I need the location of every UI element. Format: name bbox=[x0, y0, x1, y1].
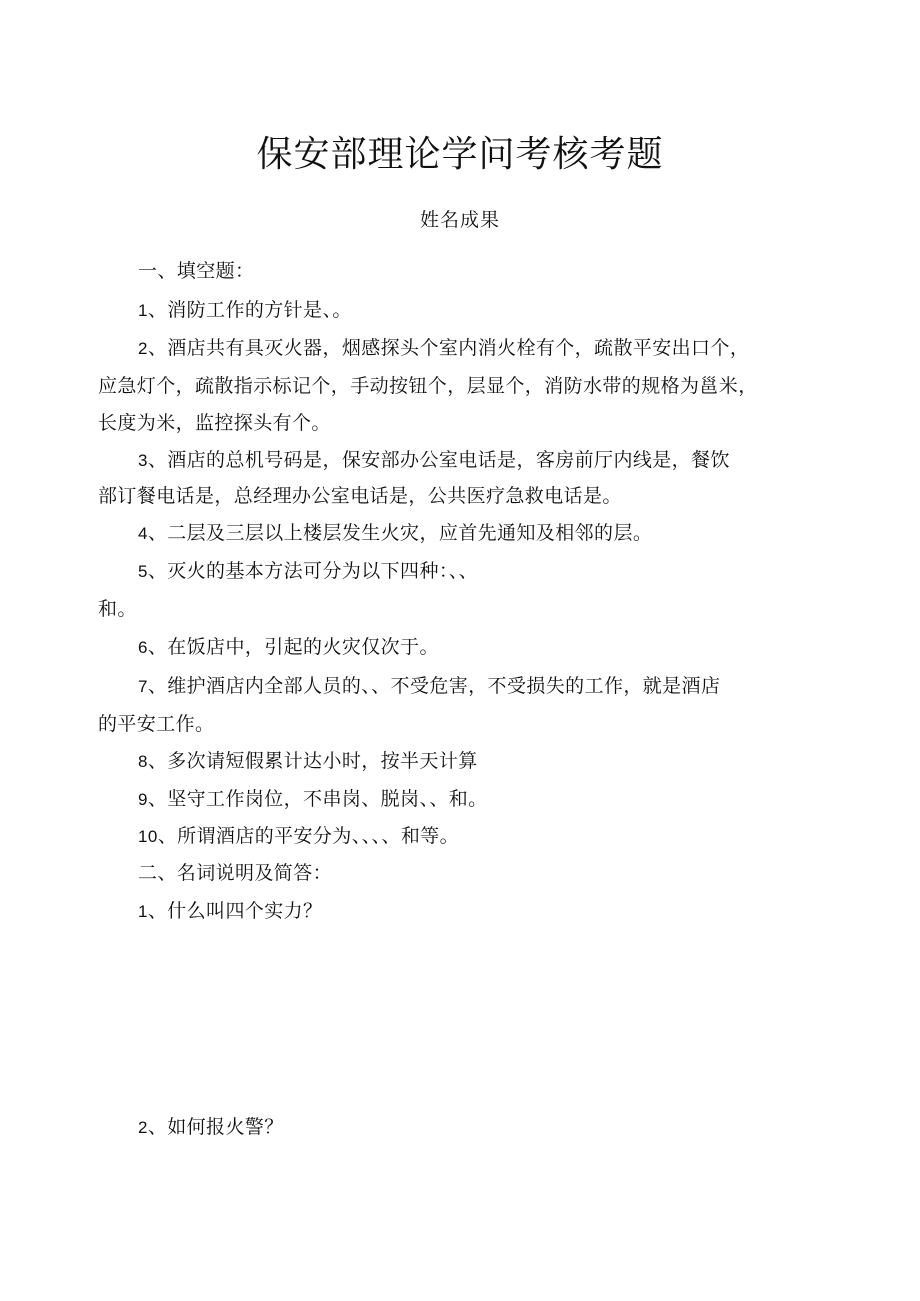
section-short-answer-heading: 二、名词说明及简答： bbox=[138, 862, 333, 884]
question-7: 7、维护酒店内全部人员的、、不受危害，不受损失的工作，就是酒店 bbox=[138, 675, 721, 697]
question-4: 4、二层及三层以上楼层发生火灾，应首先通知及相邻的层。 bbox=[138, 522, 653, 544]
question-9: 9、坚守工作岗位，不串岗、脱岗、、和。 bbox=[138, 788, 488, 810]
question-5: 5、灭火的基本方法可分为以下四种：、、 bbox=[138, 560, 479, 582]
section-fill-in-heading: 一、填空题： bbox=[138, 260, 255, 282]
question-2-cont-2: 长度为米，监控探头有个。 bbox=[98, 412, 331, 434]
short-answer-question-1: 1、什么叫四个实力？ bbox=[138, 900, 323, 922]
name-score-line: 姓名成果 bbox=[419, 209, 500, 231]
question-8: 8、多次请短假累计达小时，按半天计算 bbox=[138, 750, 478, 772]
short-answer-question-2: 2、如何报火警？ bbox=[138, 1116, 284, 1138]
question-5-cont: 和。 bbox=[98, 598, 137, 620]
question-7-cont: 的平安工作。 bbox=[98, 713, 215, 735]
question-3-cont: 部订餐电话是，总经理办公室电话是，公共医疗急救电话是。 bbox=[98, 485, 622, 507]
page-title: 保安部理论学问考核考题 bbox=[256, 134, 664, 175]
question-2-cont-1: 应急灯个，疏散指示标记个，手动按钮个，层显个，消防水带的规格为邕米， bbox=[98, 375, 758, 397]
question-3: 3、酒店的总机号码是，保安部办公室电话是，客房前厅内线是，餐饮 bbox=[138, 449, 730, 471]
question-1: 1、消防工作的方针是、。 bbox=[138, 299, 352, 321]
question-2: 2、酒店共有具灭火器，烟感探头个室内消火栓有个，疏散平安出口个， bbox=[138, 337, 750, 359]
question-6: 6、在饭店中，引起的火灾仅次于。 bbox=[138, 636, 439, 658]
question-10: 10、所谓酒店的平安分为、、、、和等。 bbox=[138, 825, 460, 847]
